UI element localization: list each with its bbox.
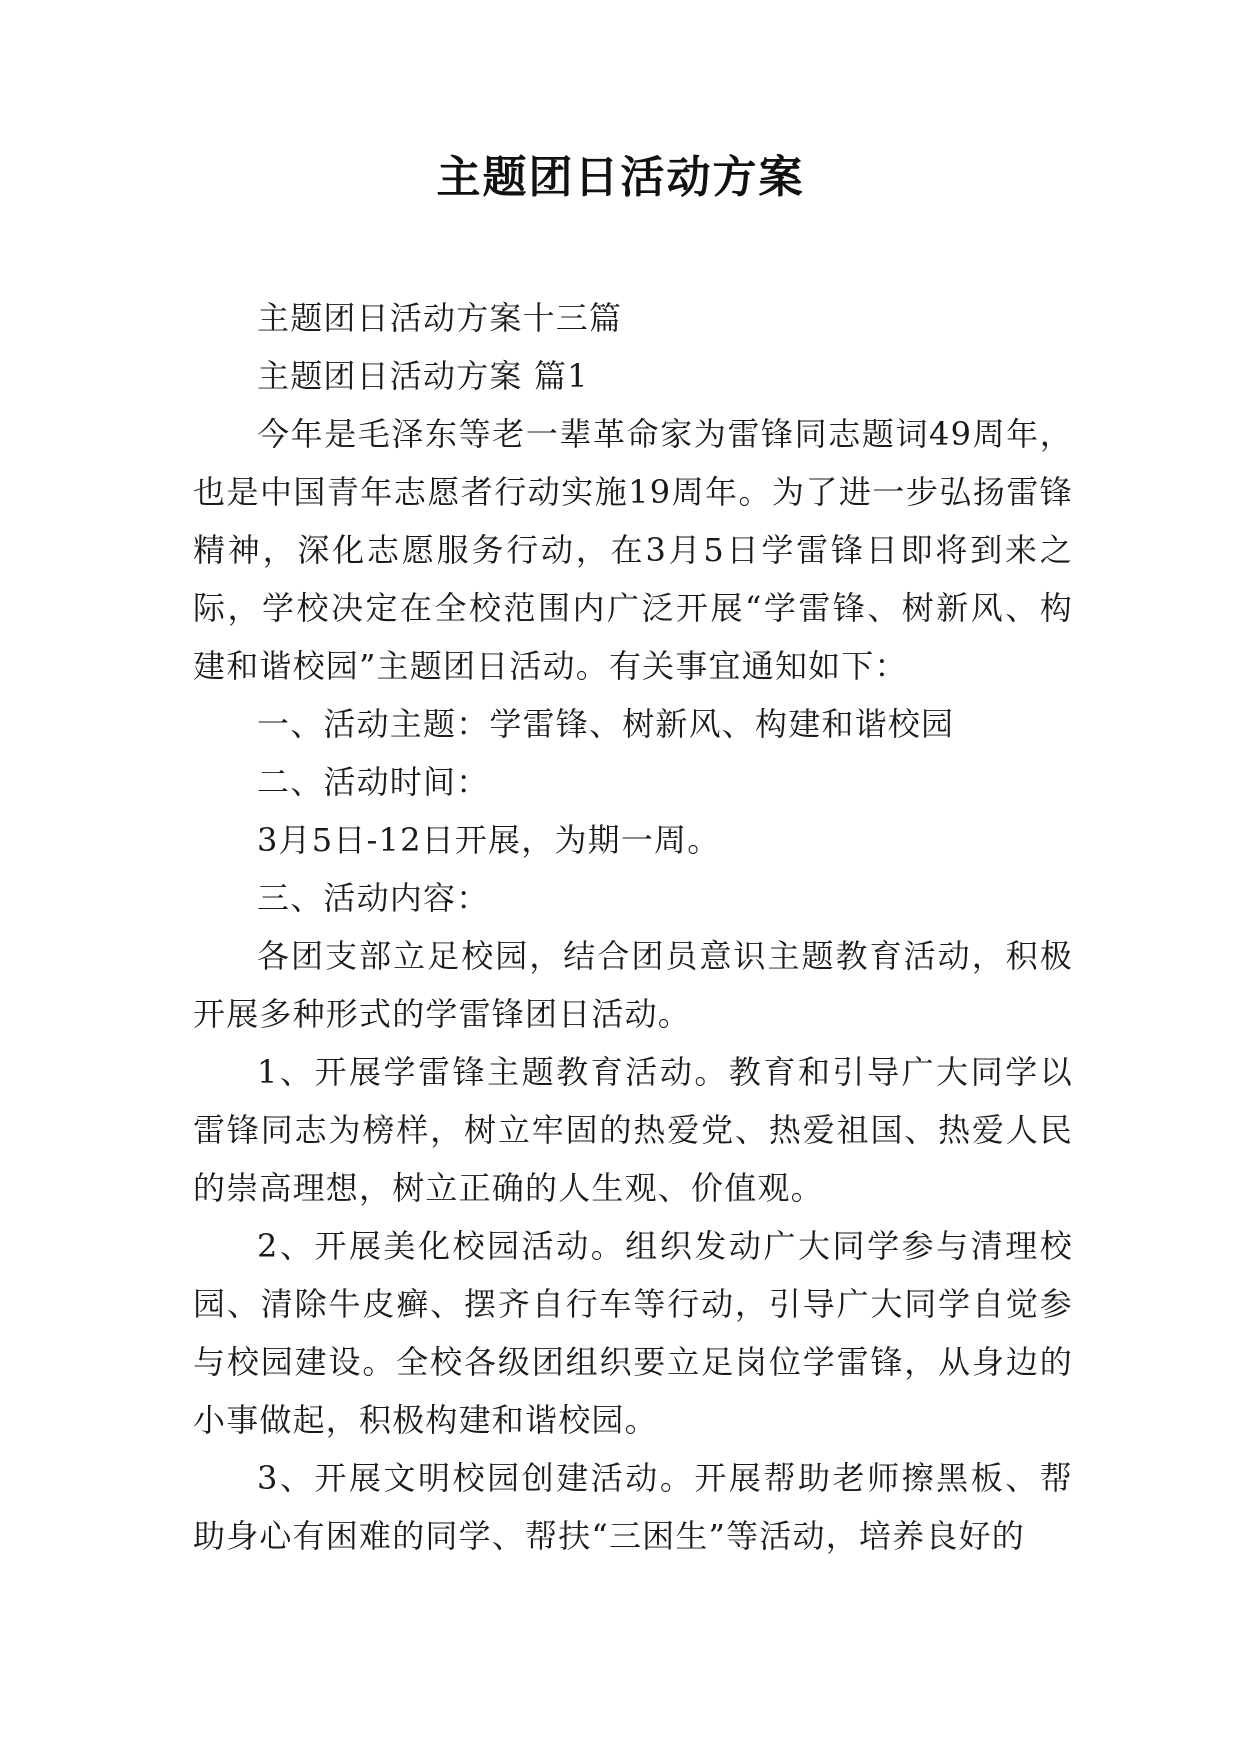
paragraph-theme: 一、活动主题：学雷锋、树新风、构建和谐校园 [257,705,955,743]
paragraph-item-2: 2、开展美化校园活动。组织发动广大同学参与清理校园、清除牛皮癣、摆齐自行车等行动，引导广大同学自觉参与校园建设。全校各级团组织要立足岗位学雷锋，从身边的小事做起，积极构建和谐校园。 [193,1227,1073,1439]
document-body [193,289,1073,1565]
paragraph-content-heading: 三、活动内容： [257,879,490,917]
paragraph-content-intro: 各团支部立足校园，结合团员意识主题教育活动，积极开展多种形式的学雷锋团日活动。 [193,937,1073,1033]
document-title: 主题团日活动方案 [436,152,805,203]
paragraph-subtitle: 主题团日活动方案十三篇 [257,299,623,337]
paragraph-time-heading: 二、活动时间： [257,763,490,801]
paragraph-time: 3月5日-12日开展，为期一周。 [257,821,721,859]
paragraph-intro: 今年是毛泽东等老一辈革命家为雷锋同志题词49周年，也是中国青年志愿者行动实施19周年。为了进一步弘扬雷锋精神，深化志愿服务行动，在3月5日学雷锋日即将到来之际，学校决定在全校范围内广泛开展“学雷锋、树新风、构建和谐校园”主题团日活动。有关事宜通知如下： [193,415,1073,685]
paragraph-item-1: 1、开展学雷锋主题教育活动。教育和引导广大同学以雷锋同志为榜样，树立牢固的热爱党、热爱祖国、热爱人民的崇高理想，树立正确的人生观、价值观。 [193,1053,1073,1207]
paragraph-item-3: 3、开展文明校园创建活动。开展帮助老师擦黑板、帮助身心有困难的同学、帮扶“三困生”等活动，培养良好的 [193,1459,1073,1555]
paragraph-section-heading: 主题团日活动方案 篇1 [257,357,589,395]
